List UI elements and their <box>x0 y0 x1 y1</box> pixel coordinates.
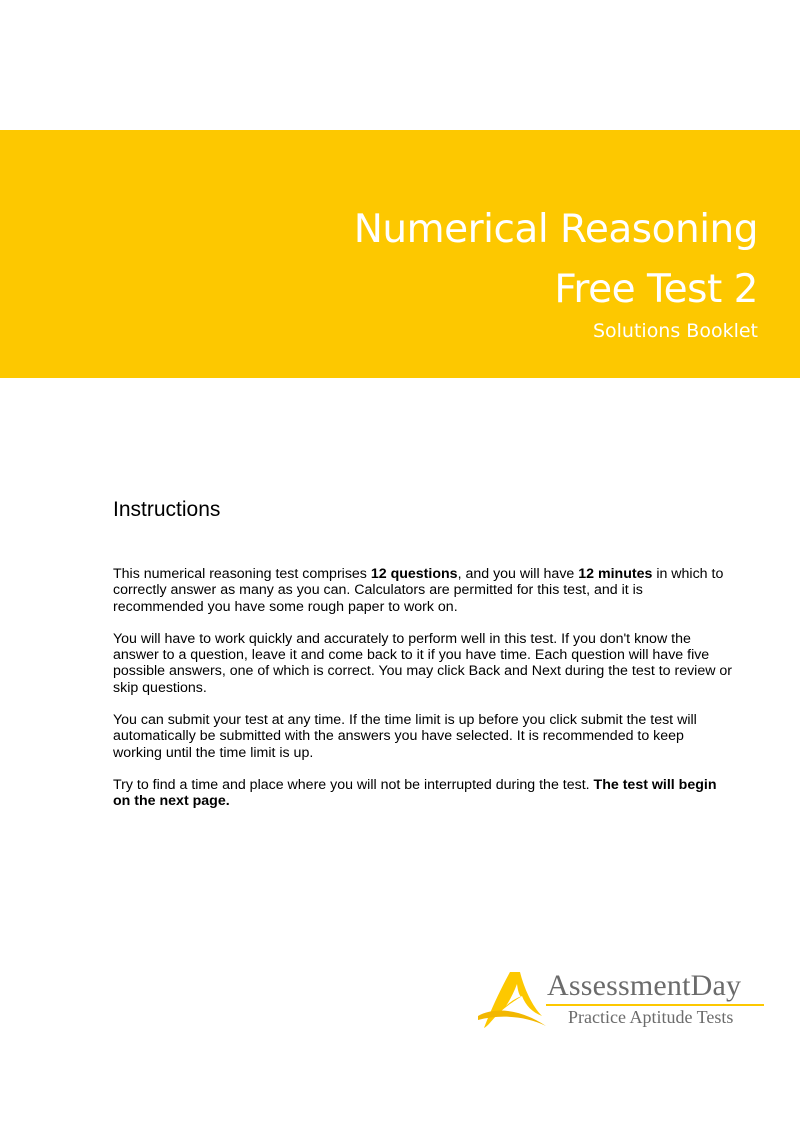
begin-note: The test will begin on the next page. <box>113 776 717 810</box>
logo-brand-name: AssessmentDay <box>547 969 742 1002</box>
document-title-line-2: Free Test 2 <box>554 267 758 312</box>
logo-tagline: Practice Aptitude Tests <box>568 1007 734 1027</box>
document-title-line-1: Numerical Reasoning <box>353 207 758 252</box>
instructions-heading: Instructions <box>113 498 221 521</box>
title-banner <box>0 130 800 378</box>
instructions-paragraph-1: This numerical reasoning test comprises 12 questions, and you will have 12 minutes in which to correctly answer as many as you can. Calculators are permitted for this test, and it is recommended you have some rough paper to work on. <box>113 566 724 615</box>
assessmentday-logo <box>476 966 776 1036</box>
instructions-body <box>113 566 733 826</box>
instructions-paragraph-3: You can submit your test at any time. If the time limit is up before you click submit the test will automatically be submitted with the answers you have selected. It is recommended to keep working until the time limit is up. <box>113 712 697 761</box>
instructions-paragraph-2: You will have to work quickly and accurately to perform well in this test. If you don't know the answer to a question, leave it and come back to it if you have time. Each question will have five possible answers, one of which is correct. You may click Back and Next during the test to review or skip questions. <box>113 630 733 696</box>
logo-divider <box>546 1004 764 1006</box>
instructions-paragraph-4: Try to find a time and place where you will not be interrupted during the test. The test will begin on the next page. <box>113 776 717 810</box>
question-count: 12 questions <box>370 566 458 582</box>
time-limit: 12 minutes <box>578 566 653 582</box>
assessmentday-a-logo-icon <box>476 966 548 1036</box>
document-subtitle: Solutions Booklet <box>592 320 758 342</box>
